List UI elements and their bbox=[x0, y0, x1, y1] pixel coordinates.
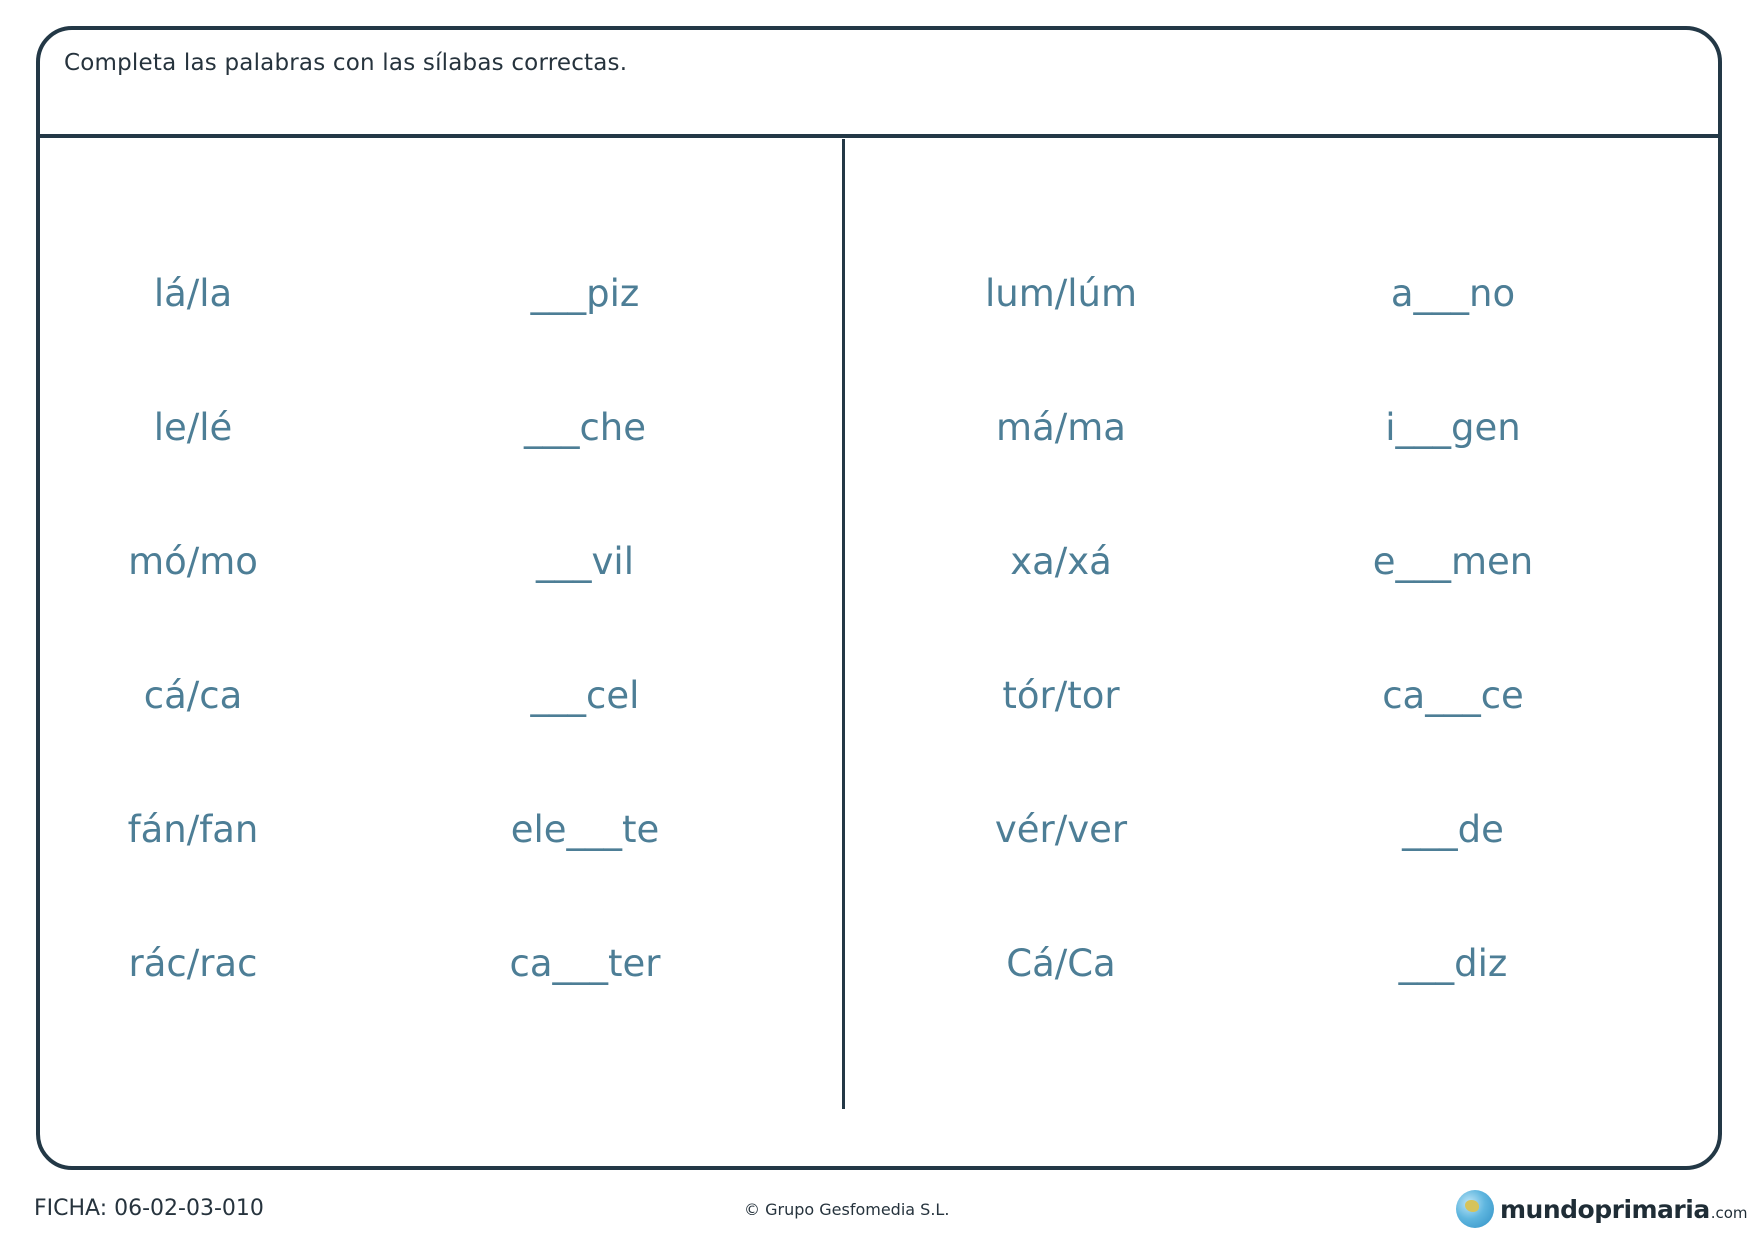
right-syllables-column bbox=[881, 227, 1241, 1031]
incomplete-word: ca___ter bbox=[509, 942, 661, 985]
incomplete-word: e___men bbox=[1372, 540, 1534, 583]
syllable-option: mó/mo bbox=[128, 540, 258, 583]
incomplete-word: ele___te bbox=[510, 808, 660, 851]
brand-logo[interactable] bbox=[1456, 1188, 1748, 1230]
incomplete-word: ___vil bbox=[536, 540, 634, 583]
brand-name: mundoprimaria bbox=[1500, 1194, 1710, 1224]
syllable-option: le/lé bbox=[153, 406, 233, 449]
copyright-text: © Grupo Gesfomedia S.L. bbox=[744, 1200, 950, 1219]
instruction-text: Completa las palabras con las sílabas correctas. bbox=[64, 50, 628, 76]
left-words-column bbox=[405, 227, 765, 1031]
globe-icon bbox=[1456, 1190, 1494, 1228]
syllable-option: vér/ver bbox=[994, 808, 1128, 851]
syllable-option: tór/tor bbox=[1002, 674, 1120, 717]
syllable-option: xa/xá bbox=[1010, 540, 1112, 583]
column-divider bbox=[842, 139, 845, 1109]
incomplete-word: ___de bbox=[1402, 808, 1504, 851]
incomplete-word: ___che bbox=[523, 406, 647, 449]
incomplete-word: i___gen bbox=[1385, 406, 1521, 449]
incomplete-word: a___no bbox=[1390, 272, 1516, 315]
syllable-option: rác/rac bbox=[128, 942, 258, 985]
right-words-column bbox=[1273, 227, 1633, 1031]
syllable-option: cá/ca bbox=[143, 674, 243, 717]
incomplete-word: ___piz bbox=[530, 272, 640, 315]
syllable-option: Cá/Ca bbox=[1006, 942, 1116, 985]
incomplete-word: ___cel bbox=[530, 674, 640, 717]
brand-tld: .com bbox=[1710, 1204, 1748, 1222]
left-syllables-column bbox=[13, 227, 373, 1031]
worksheet-header bbox=[40, 30, 1718, 138]
syllable-option: lum/lúm bbox=[984, 272, 1137, 315]
incomplete-word: ca___ce bbox=[1382, 674, 1524, 717]
syllable-option: lá/la bbox=[153, 272, 233, 315]
worksheet-code: FICHA: 06-02-03-010 bbox=[34, 1196, 264, 1221]
syllable-option: fán/fan bbox=[127, 808, 259, 851]
syllable-option: má/ma bbox=[996, 406, 1126, 449]
incomplete-word: ___diz bbox=[1398, 942, 1508, 985]
